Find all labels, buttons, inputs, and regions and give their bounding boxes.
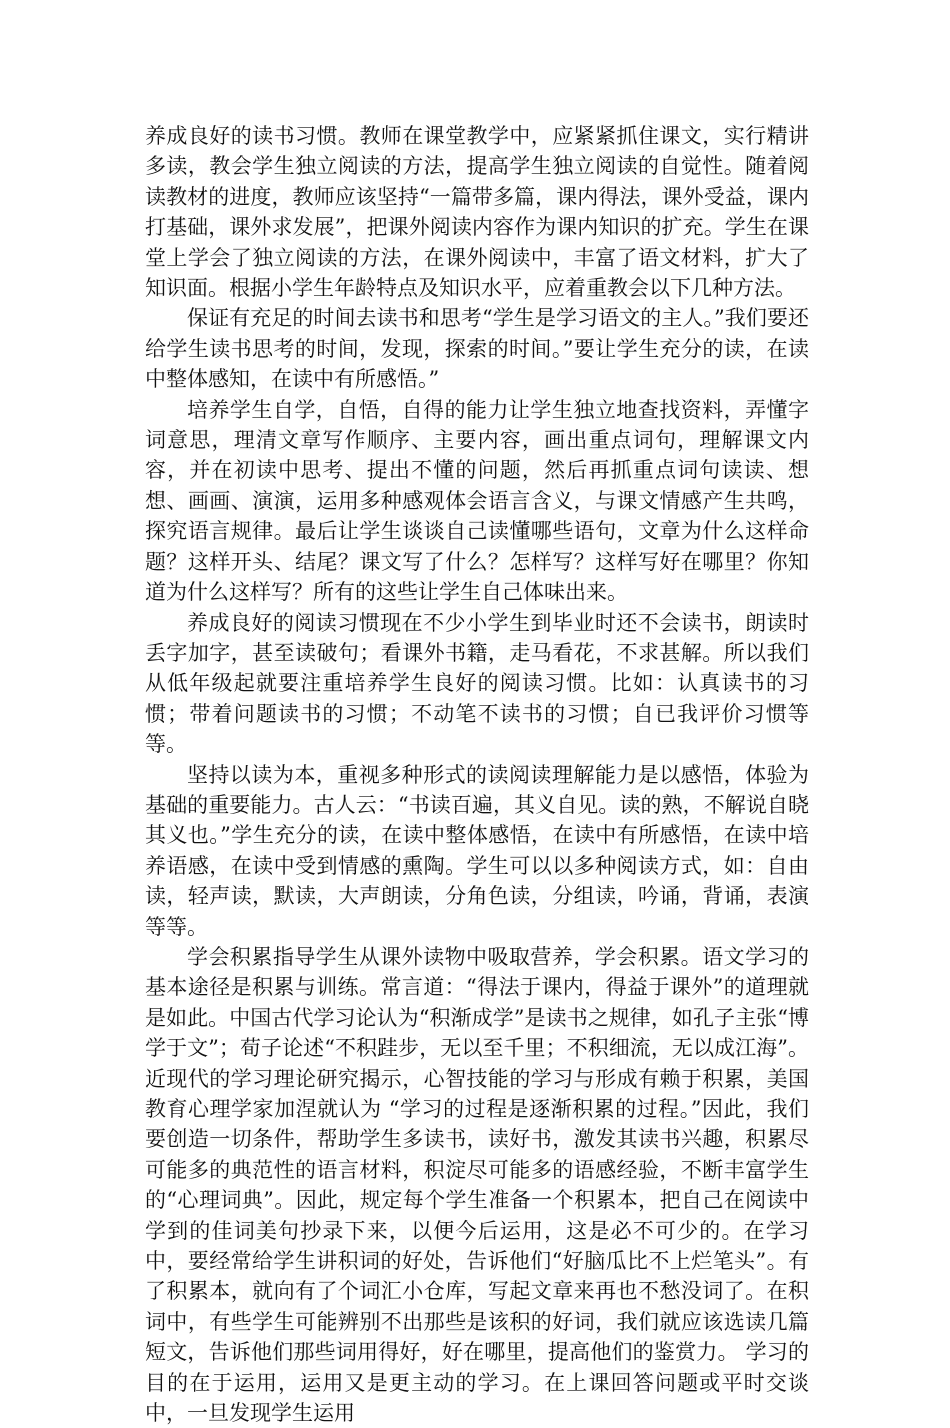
paragraph-reading-centered: 坚持以读为本，重视多种形式的读阅读理解能力是以感悟，体验为基础的重要能力。古人云：“书读百遍，其义自见。读的熟，不解说自晓其义也。”学生充分的读，在读中整体感悟，在读中有所感悟，在读中培养语感，在读中受到情感的熏陶。学生可以以多种阅读方式，如：自由读，轻声读，默读，大声朗读，分角色读，分组读，吟诵，背诵，表演等等。 <box>145 762 809 939</box>
document-body <box>145 121 809 1428</box>
paragraph-good-habits: 养成良好的阅读习惯现在不少小学生到毕业时还不会读书，朗读时丢字加字，甚至读破句；看课外书籍，走马看花，不求甚解。所以我们从低年级起就要注重培养学生良好的阅读习惯。比如：认真读书的习惯；带着问题读书的习惯；不动笔不读书的习惯；自已我评价习惯等等。 <box>145 610 809 757</box>
paragraph-self-learning: 培养学生自学，自悟，自得的能力让学生独立地查找资料，弄懂字词意思，理清文章写作顺序、主要内容，画出重点词句，理解课文内容，并在初读中思考、提出不懂的问题，然后再抓重点词句读读、想想、画画、演演，运用多种感观体会语言含义，与课文情感产生共鸣，探究语言规律。最后让学生谈谈自己读懂哪些语句，文章为什么这样命题？这样开头、结尾？课文写了什么？怎样写？这样写好在哪里？你知道为什么这样写？所有的这些让学生自己体味出来。 <box>145 397 809 605</box>
paragraph-accumulation: 学会积累指导学生从课外读物中吸取营养，学会积累。语文学习的基本途径是积累与训练。常言道：“得法于课内，得益于课外”的道理就是如此。中国古代学习论认为“积渐成学”是读书之规律，如孔子主张“博学于文”；荀子论述“不积跬步，无以至千里；不积细流，无以成江海”。近现代的学习理论研究揭示，心智技能的学习与形成有赖于积累，美国教育心理学家加涅就认为 “学习的过程是逐渐积累的过程。”因此，我们要创造一切条件，帮助学生多读书，读好书，激发其读书兴趣，积累尽可能多的典范性的语言材料，积淀尽可能多的语感经验，不断丰富学生的“心理词典”。因此，规定每个学生准备一个积累本，把自己在阅读中学到的佳词美句抄录下来，以便今后运用，这是必不可少的。在学习中，要经常给学生讲积词的好处，告诉他们“好脑瓜比不上烂笔头”。有了积累本，就向有了个词汇小仓库，写起文章来再也不愁没词了。在积词中，有些学生可能辨别不出那些是该积的好词，我们就应该选读几篇短文，告诉他们那些词用得好，好在哪里，提高他们的鉴赏力。 学习的目的在于运用，运用又是更主动的学习。在上课回答问题或平时交谈中，一旦发现学生运用 <box>145 944 809 1426</box>
paragraph-reading-habits-intro: 养成良好的读书习惯。教师在课堂教学中，应紧紧抓住课文，实行精讲多读，教会学生独立阅读的方法，提高学生独立阅读的自觉性。随着阅读教材的进度，教师应该坚持“一篇带多篇，课内得法，课外受益，课内打基础，课外求发展”，把课外阅读内容作为课内知识的扩充。学生在课堂上学会了独立阅读的方法，在课外阅读中，丰富了语文材料，扩大了知识面。根据小学生年龄特点及知识水平，应着重教会以下几种方法。 <box>145 124 809 301</box>
paragraph-time-for-reading: 保证有充足的时间去读书和思考“学生是学习语文的主人。”我们要还给学生读书思考的时间，发现，探索的时间。”要让学生充分的读，在读中整体感知，在读中有所感悟。” <box>145 306 809 392</box>
